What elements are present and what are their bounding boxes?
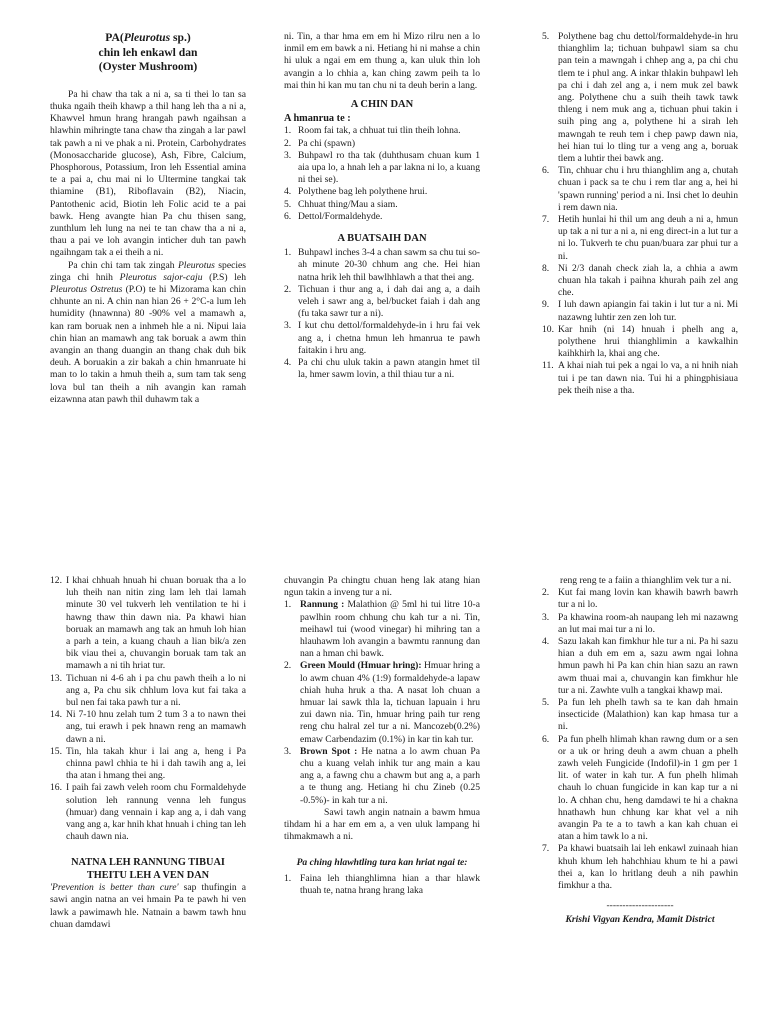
list-number: 3.	[542, 611, 550, 623]
list-item	[542, 214, 738, 263]
list-item	[542, 636, 738, 697]
list-item	[284, 125, 480, 137]
list-item-text: Tin, chhuar chu i hru thianghlim ang a, chutah chuan i pack sa te chu i rem tlar ang a, hei hi 'spawn running' period a ni. Insi chet lo deuhin i rem dawn nia.	[558, 165, 738, 213]
list-item-text: Dettol/Formaldehyde.	[298, 210, 383, 222]
list-number: 7.	[542, 843, 550, 855]
column-4	[50, 575, 246, 931]
list-item-text: Pa khawina room-ah naupang leh mi nazawng an lut mai mai tur a ni lo.	[558, 611, 738, 635]
list-item	[284, 746, 480, 807]
list-item	[284, 211, 480, 223]
list-number: 10.	[542, 323, 554, 335]
list-item-text: Pa fun phelh hlimah khan rawng dum or a sen or a uk or hring deuh a awm chuan a phelh zawh veleh Fungicide (Indofil)-in 1 gm per 1 lit. of water in kah tur. A fun phelh hlimah chauh lo chuan fungicide in kan kap tur a ni lo. A chhan chu, heng damdawi te hi a chakna hnathawh hun chhung kar khat vel a nih avangin Pa te a to tawh a kan kah chuan ei atan a him tawk lo a ni.	[558, 733, 738, 843]
list-item-text: Pa fun leh phelh tawh sa te kan dah hmain insecticide (Malathion) kan kap hmasa tur a ni.	[558, 697, 738, 733]
list-item	[284, 320, 480, 357]
hlawhtling-list-continued	[542, 587, 738, 892]
list-item-text: He natna a lo awm chuan Pa chu a kuang velah inhik tur ang main a kau ang a, a fawng chu a chawm but ang a, a parh a te thung ang. Hetiang hi chu Zineb (0.25 -0.5%)- in kah tur a ni.	[300, 745, 481, 806]
document-title: PA(Pleurotus sp.) chin leh enkawl dan (Oyster Mushroom)	[98, 31, 198, 74]
continued-paragraph: ni. Tin, a thar hma em em hi Mizo rilru nen a lo inmil em em bawk a ni. Hetiang hi ni mahse a chin hi uluk a ngai em em thung a, kan uluk thin loh avangin a lo chhia a, kan ching zawm peih ta lo mai thin hi kan mu tan chu ni ta deuh berin a lang.	[284, 31, 480, 91]
list-number: 1.	[284, 599, 292, 611]
list-number: 15.	[50, 745, 62, 757]
list-number: 1.	[284, 125, 292, 137]
list-item-text: Ni 7-10 hnu zelah tum 2 tum 3 a to nawn thei ang, tui erawh i pek hnawn reng an mamawh dawn a ni.	[66, 709, 246, 745]
list-item	[542, 843, 738, 892]
list-item	[542, 165, 738, 214]
buatsaih-list-continued	[542, 31, 738, 397]
list-item-text: Hetih hunlai hi thil um ang deuh a ni a, hmun up tak a ni tur a ni a, ni eng direct-in a lut tur a ni lo. Tukverh te chu puan/buara zar phui tur a ni.	[558, 214, 738, 262]
list-item-text: Tichuan i thur ang a, i dah dai ang a, a daih veleh i sawr ang a, bel/bucket faiah i dah ang (fu taka sawr tur a ni).	[298, 283, 480, 320]
list-item-text: Room fai tak, a chhuat tui tlin theih lohna.	[298, 125, 461, 137]
list-item	[284, 199, 480, 211]
subheading-hmanrua: A hmanrua te :	[284, 113, 351, 125]
intro-paragraph: Pa hi chaw tha tak a ni a, sa ti thei lo tan sa thuka ngaih theih khawp a thil hang leh tha a ni a, Khawvel hmun hrang hrangah pawh ngaihsan a hlawhin mihringte tana chaw tha zingah a lar pawl tak pawh a ni ve phak a ni. Protein, Carbohydrates (Monosaccharide glucose), Ash, Fibre, Calcium, Phosphorous, Potassium, Iron leh Essential amina te a pai a, chu mai ni lo Ultermine tangkai tak thiamine (B1), Riboflavain (B2), Niacin, Pantothenic acid, Biotin leh Folic acid te a pai bawk. Heng avangte hian Pa chu thisen sang, zunthlum leh lung na nei te tan chaw tha a ni a, thau a pai ve loh avangin inticher duh tan pawh ngaihngam tak a ei theih a ni.	[50, 88, 246, 259]
list-number: 12.	[50, 575, 62, 586]
list-item-text: Polythene bag chu dettol/formaldehyde-in hru thianghlim la; tichuan buhpawl siam sa chu pan tein a mawngah i chhep ang a, pa chi chu tlem te i phul ang. A inkar thlakin buhpawl leh pa chi i dah zel ang a, i nem muk zel bawk ang. Polythene chu a suih theih tawk tawk thleng i nem muk ang a, tichuan phui takin i suih ping ang a, polythene hi a sirah leh mawngah te reuh tem i chep pawp dawn nia, hei hian tui lo tling tur a veng ang a, boruak tlem a luhtir thei bawk ang.	[558, 31, 738, 165]
intro-paragraph-2: Pa chin chi tam tak zingah Pleurotus species zinga chi hnih Pleurotus sajor-caju (P.S) leh Pleurotus Ostretus (P.O) te hi Mizorama kan chin chhunte an ni. A chin nan hian 26 + 2°C-a lum leh humidity (hnawnna) 80 -90% vel a mamawh a, kan ram boruak nen a inhmeh hle a ni. Nipui laia chin hian an mamawh ang tak boruak a awm thin avangin an thang duangin an thang chak duh bik deuh. A boruakin a zir bakah a chin hmanruate hi man to lo takin a hmuh theih a, sum tam tak seng lova bul tan theih a nih avangin kan ramah eizawnna atan pawh thil duhawm tak a	[50, 259, 246, 405]
list-number: 3.	[284, 745, 292, 757]
list-item	[284, 150, 480, 187]
list-item	[284, 247, 480, 284]
hmanrua-list	[284, 125, 480, 223]
natna-list	[284, 599, 480, 806]
list-item	[542, 587, 738, 611]
list-number: 16.	[50, 782, 62, 794]
list-item	[50, 709, 246, 746]
section-heading-hlawhtling: Pa ching hlawhtling tura kan hriat ngai te:	[296, 857, 468, 869]
list-item-text: Ni 2/3 danah check ziah la, a chhia a awm chuan hla takah i paihna khurah paih zel ang che.	[558, 262, 738, 299]
list-item-label: Brown Spot :	[300, 745, 358, 757]
list-item	[542, 734, 738, 844]
list-number: 5.	[542, 31, 550, 42]
list-item	[50, 575, 246, 673]
sawi-paragraph: Sawi tawh angin natnain a bawm hmua tihdam hi a har em em a, a ven uluk lampang hi tihmakmawh a ni.	[284, 806, 480, 843]
list-item	[284, 284, 480, 321]
list-item	[542, 324, 738, 361]
list-number: 8.	[542, 262, 550, 274]
list-number: 7.	[542, 214, 550, 226]
column-2	[284, 31, 480, 381]
section-heading-chin-dan: A CHIN DAN	[350, 99, 414, 111]
list-number: 2.	[542, 587, 550, 599]
buatsaih-list	[284, 247, 480, 381]
list-number: 4.	[284, 186, 292, 198]
list-number: 6.	[284, 210, 292, 222]
list-item	[50, 782, 246, 843]
list-item-label: Rannung :	[300, 599, 345, 611]
hlawhtling-continued: reng reng te a faiin a thianghlim vek tur a ni.	[560, 575, 732, 586]
column-6	[542, 575, 738, 927]
list-number: 2.	[284, 137, 292, 149]
natna-intro: 'Prevention is better than cure' sap thufingin a sawi angin natna an vei hmain Pa te pawh hi ven lawk a pawimawh hle. Natnain a bawm tawh hnu chuan damdawi	[50, 882, 246, 930]
list-item	[284, 357, 480, 381]
buatsaih-list-continued-2	[50, 575, 246, 843]
list-number: 1.	[284, 247, 292, 259]
list-item	[50, 673, 246, 710]
list-item-text: A khai niah tui pek a ngai lo va, a ni hnih niah tui i pe tan dawn nia. Tui hi a phingphisiaua pek theih nise a tha.	[558, 360, 738, 396]
list-item-text: Pa chi (spawn)	[298, 137, 356, 149]
column-5	[284, 575, 480, 897]
list-number: 4.	[284, 357, 292, 369]
list-item-text: Buhpawl inches 3-4 a chan sawm sa chu tui so-ah minute 20-30 chhum ang che. Hei hian natna hrik leh thil bawlhhlawh a that thei ang.	[298, 247, 480, 283]
list-item	[284, 660, 480, 745]
list-item-text: Malathion @ 5ml hi tui litre 10-a pawlhin room chhung chu kah tur a ni. Tin, meihawl tui (wood vinegar) hi mihring tan a hlauhawm loh avangin a bawmtu rannung dan nan a hman chi bawk.	[300, 599, 480, 660]
column-1	[50, 31, 246, 406]
divider-dashes: ---------------------	[606, 900, 674, 912]
list-number: 5.	[284, 198, 292, 210]
list-item-text: Faina leh thianghlimna hian a thar hlawk thuah te, natna hrang hrang laka	[300, 872, 480, 896]
list-number: 6.	[542, 165, 550, 177]
list-item-text: Tin, hla takah khur i lai ang a, heng i Pa chinna pawl chhia te hi i dah tawih ang a, lei tha atan i hmang thei ang.	[66, 745, 246, 782]
list-item-text: I khai chhuah hnuah hi chuan boruak tha a lo luh theih nan nitin zing lam leh tlai lamah minute 30 vel tukverh leh ventilation te hi i hawng thaw thin dawn nia. Pa khawi hian boruak an mamawh ang tak an hmuh loh hian a parh a tein, a kuang chauh a lian bik/a zen bik viau thei a, chuvangin boruak tam tak an mamawh a ni tih hriat tur.	[66, 575, 246, 672]
list-number: 11.	[542, 360, 554, 372]
list-number: 13.	[50, 672, 62, 684]
list-item-text: Kut fai mang lovin kan khawih bawrh bawrh tur a ni lo.	[558, 587, 738, 611]
list-item	[542, 31, 738, 165]
list-item-text: I paih fai zawh veleh room chu Formaldehyde solution leh rannung venna leh fungus (hmuar) dang vennain i kap ang a, i dah vang vang ang a, kar hnih khat hnuah i ching tan leh chauh dawn nia.	[66, 782, 246, 843]
list-item	[542, 263, 738, 300]
hlawhtling-list	[284, 873, 480, 897]
list-number: 1.	[284, 872, 292, 884]
list-item-text: I kut chu dettol/formaldehyde-in i hru fai vek ang a, i chetna hmun leh hmanrua te pawh faitakin i hru ang.	[298, 320, 480, 356]
list-item	[284, 873, 480, 897]
list-item-text: Polythene bag leh polythene hrui.	[298, 186, 428, 198]
natna-continued: chuvangin Pa chingtu chuan heng lak atang hian ngun takin a inveng tur a ni.	[284, 575, 480, 599]
list-item	[284, 599, 480, 660]
list-item	[542, 612, 738, 636]
list-item	[284, 186, 480, 198]
list-number: 6.	[542, 733, 550, 745]
list-number: 2.	[284, 660, 292, 672]
list-item-text: Pa khawi buatsaih lai leh enkawl zuinaah hian khuh khum leh hahchhiau khum te hi a pawi thei a, kan lo hritlang deuh a nih pawhin fimkhur a tha.	[558, 843, 738, 892]
list-item-label: Green Mould (Hmuar hring):	[300, 660, 422, 672]
list-number: 3.	[284, 320, 292, 332]
list-number: 4.	[542, 636, 550, 648]
list-number: 14.	[50, 709, 62, 721]
list-item-text: Kar hnih (ni 14) hnuah i phelh ang a, polythene hrui thianghlimin a kawkalhin kaihkhirh la, khai ang che.	[558, 323, 738, 360]
list-item-text: Chhuat thing/Mau a siam.	[298, 198, 398, 210]
section-heading-natna: NATNA LEH RANNUNG TIBUAI THEITU LEH A VEN DAN	[71, 857, 225, 881]
list-item	[284, 138, 480, 150]
list-number: 9.	[542, 299, 550, 311]
list-item	[542, 360, 738, 397]
footer-organization: Krishi Vigyan Kendra, Mamit District	[565, 914, 715, 926]
list-number: 2.	[284, 283, 292, 295]
list-item-text: Tichuan ni 4-6 ah i pa chu pawh theih a lo ni ang a, Pa chu sik chhlum lova kut fai taka a bul nen fai taka pawh tur a ni.	[66, 672, 246, 709]
list-number: 3.	[284, 149, 292, 161]
section-heading-buatsaih: A BUATSAIH DAN	[337, 233, 427, 245]
list-item-text: Pa chi chu uluk takin a pawn atangin hmet til la, hmer sawm lovin, a thil thiau tur a ni.	[298, 357, 480, 381]
list-item	[50, 746, 246, 783]
list-number: 5.	[542, 697, 550, 709]
list-item-text: Hmuar hring a lo awm chuan 4% (1:9) formaldehyde-a lapaw chiah huha hruk a tha. A nasat loh chuan a hmuar lai sawk thla la, tichuan lapuain i hru zui dawn nia. Tin, hmuar hring paih tur reng reng chu halral zel tur a ni. Mancozeb(0.2%) emaw Carbendazim (0.1%) in kar tin kah tur.	[300, 660, 480, 745]
list-item	[542, 697, 738, 734]
column-3	[542, 31, 738, 397]
list-item-text: Sazu lakah kan fimkhur hle tur a ni. Pa hi sazu hian a duh em em a, sazu awm ngai lohna hmun pawh hi Pa kan chin hian sazu an rawn awm thuai mai a, chuvangin kan fimkhur hle tur a ni. Zawhte vulh a tangkai khawp mai.	[558, 636, 738, 696]
list-item-text: I luh dawn apiangin fai takin i lut tur a ni. Mi nazawng luhtir zen zen loh tur.	[558, 299, 738, 323]
list-item	[542, 299, 738, 323]
list-item-text: Buhpawl ro tha tak (duhthusam chuan kum 1 aia upa lo, a hnah leh a par lakna ni lo, a kuang ni thei se).	[298, 149, 480, 186]
